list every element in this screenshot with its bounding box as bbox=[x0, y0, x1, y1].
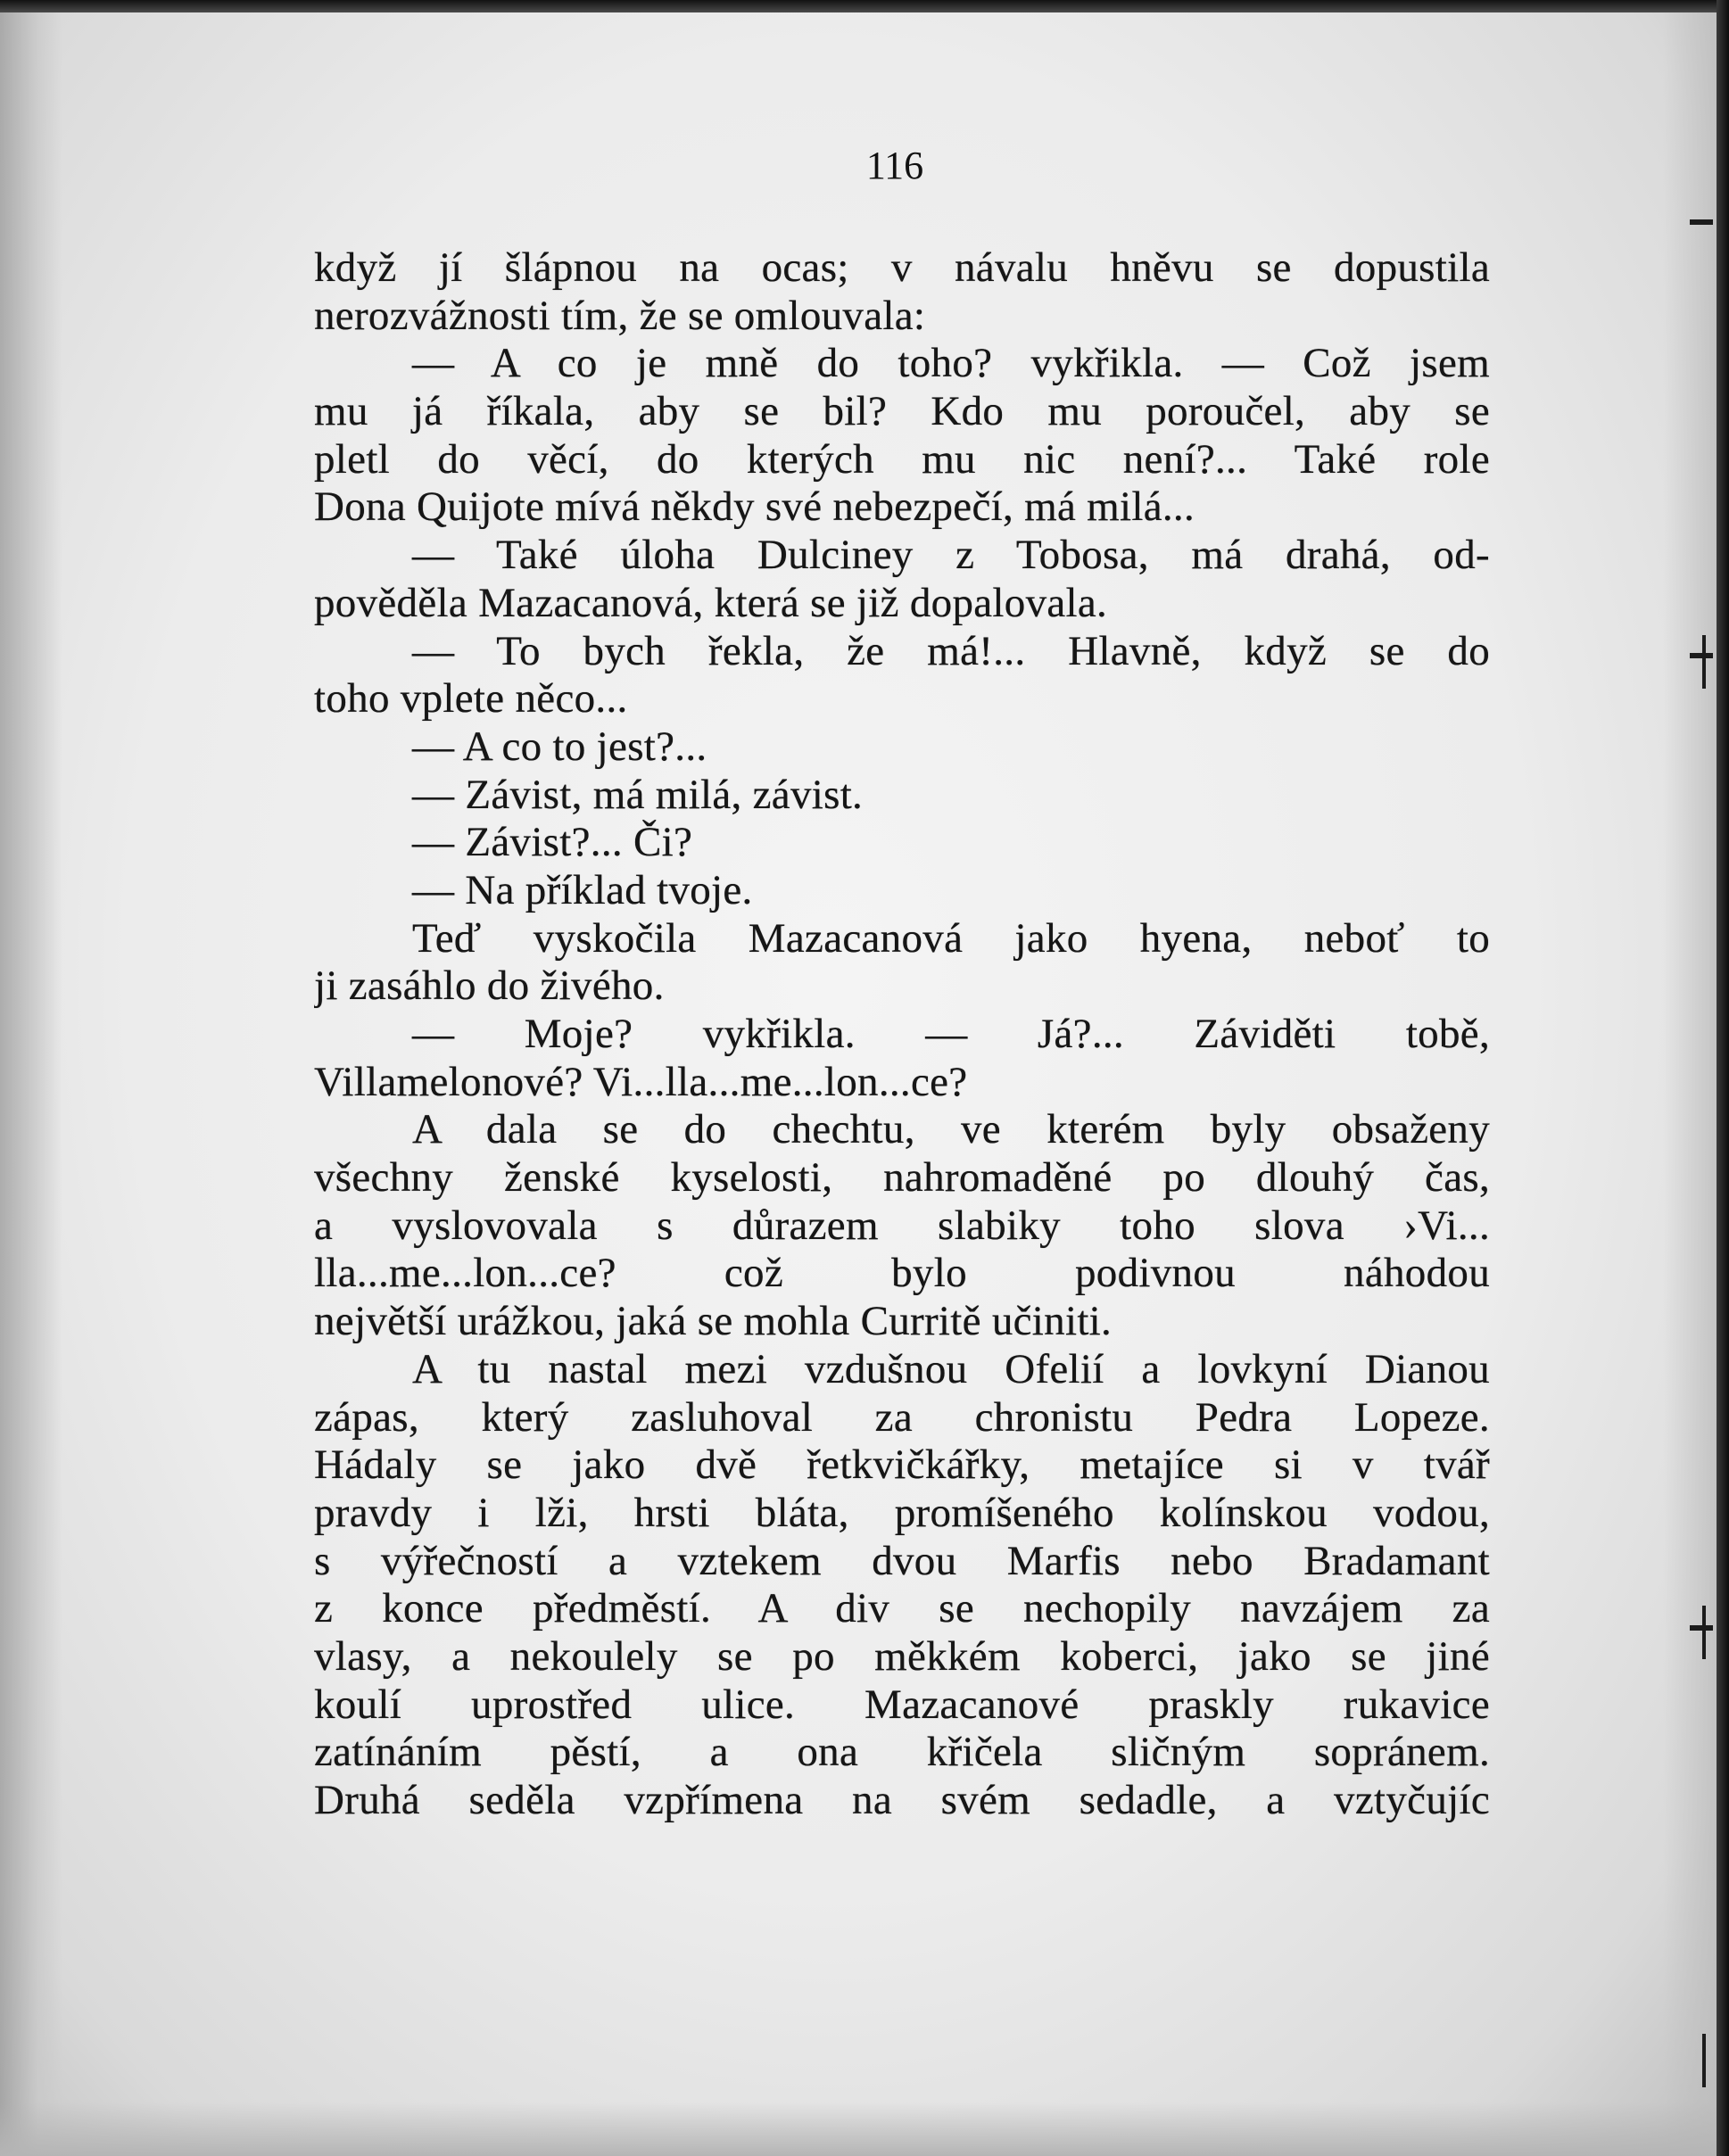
text-line: z konce předměstí. A div se nechopily navzájem za bbox=[314, 1585, 1490, 1632]
text-line: — Moje? vykřikla. — Já?... Záviděti tobě, bbox=[412, 1011, 1490, 1057]
text-line: — A co je mně do toho? vykřikla. — Což jsem bbox=[412, 340, 1490, 387]
text-line: vlasy, a nekoulely se po měkkém koberci, jako se jiné bbox=[314, 1632, 1490, 1680]
text-line: Villamelonové? Vi...lla...me...lon...ce? bbox=[314, 1058, 968, 1105]
text-line: Teď vyskočila Mazacanová jako hyena, neboť to bbox=[412, 914, 1490, 962]
margin-tick-mark bbox=[1690, 653, 1713, 658]
text-line: — Na příklad tvoje. bbox=[412, 866, 753, 913]
text-line: A dala se do chechtu, ve kterém byly obsaženy bbox=[412, 1106, 1490, 1153]
page-right-shadow bbox=[1663, 0, 1717, 2156]
page-bottom-shadow bbox=[0, 2102, 1729, 2156]
text-line: toho vplete něco... bbox=[314, 675, 628, 723]
text-line: lla...me...lon...ce? což bylo podivnou náhodou bbox=[314, 1250, 1490, 1297]
text-line: zatínáním pěstí, a ona křičela sličným sopránem. bbox=[314, 1729, 1490, 1776]
text-line: Hádaly se jako dvě řetkvičkářky, metajíce si v tvář bbox=[314, 1441, 1490, 1489]
page-left-shadow bbox=[0, 0, 62, 2156]
text-line: a vyslovovala s důrazem slabiky toho slova ›Vi... bbox=[314, 1202, 1490, 1249]
text-line: — Také úloha Dulciney z Tobosa, má drahá, od- bbox=[412, 532, 1490, 579]
text-line: Druhá seděla vzpřímena na svém sedadle, a vztyčujíc bbox=[314, 1777, 1490, 1823]
scan-right-border bbox=[1717, 0, 1729, 2156]
margin-tick-mark bbox=[1702, 2034, 1706, 2087]
text-line: pravdy i lži, hrsti bláta, promíšeného kolínskou vodou, bbox=[314, 1489, 1490, 1536]
text-line: — Závist, má milá, závist. bbox=[412, 771, 864, 818]
text-line: koulí uprostřed ulice. Mazacanové praskly rukavice bbox=[314, 1681, 1490, 1728]
text-line: nerozvážnosti tím, že se omlouvala: bbox=[314, 292, 926, 339]
text-line: A tu nastal mezi vzdušnou Ofelií a lovkyní Dianou bbox=[412, 1345, 1490, 1392]
margin-tick-mark bbox=[1690, 219, 1713, 225]
text-line: s výřečností a vztekem dvou Marfis nebo Bradamant bbox=[314, 1537, 1490, 1584]
text-line: zápas, který zasluhoval za chronistu Pedra Lopeze. bbox=[314, 1393, 1490, 1441]
margin-tick-mark bbox=[1690, 1625, 1713, 1631]
body-text bbox=[314, 244, 1490, 1825]
text-line: ji zasáhlo do živého. bbox=[314, 962, 665, 1010]
text-line: — To bych řekla, že má!... Hlavně, když se do bbox=[412, 627, 1490, 674]
scan-top-border bbox=[0, 0, 1729, 12]
text-line: Dona Quijote mívá někdy své nebezpečí, má milá... bbox=[314, 483, 1195, 531]
text-line: pověděla Mazacanová, která se již dopalovala. bbox=[314, 579, 1108, 626]
text-line: mu já říkala, aby se bil? Kdo mu poroučel, aby se bbox=[314, 388, 1490, 435]
text-line: všechny ženské kyselosti, nahromaděné po dlouhý čas, bbox=[314, 1154, 1490, 1202]
text-line: — Závist?... Či? bbox=[412, 819, 693, 866]
margin-tick-mark bbox=[1702, 1606, 1706, 1659]
text-line: když jí šlápnou na ocas; v návalu hněvu se dopustila bbox=[314, 244, 1490, 291]
text-line: — A co to jest?... bbox=[412, 723, 707, 770]
page-number: 116 bbox=[865, 144, 924, 187]
margin-tick-mark bbox=[1702, 635, 1706, 689]
text-line: největší urážkou, jaká se mohla Curritě učiniti. bbox=[314, 1298, 1113, 1345]
text-line: pletl do věcí, do kterých mu nic není?... Také role bbox=[314, 435, 1490, 483]
